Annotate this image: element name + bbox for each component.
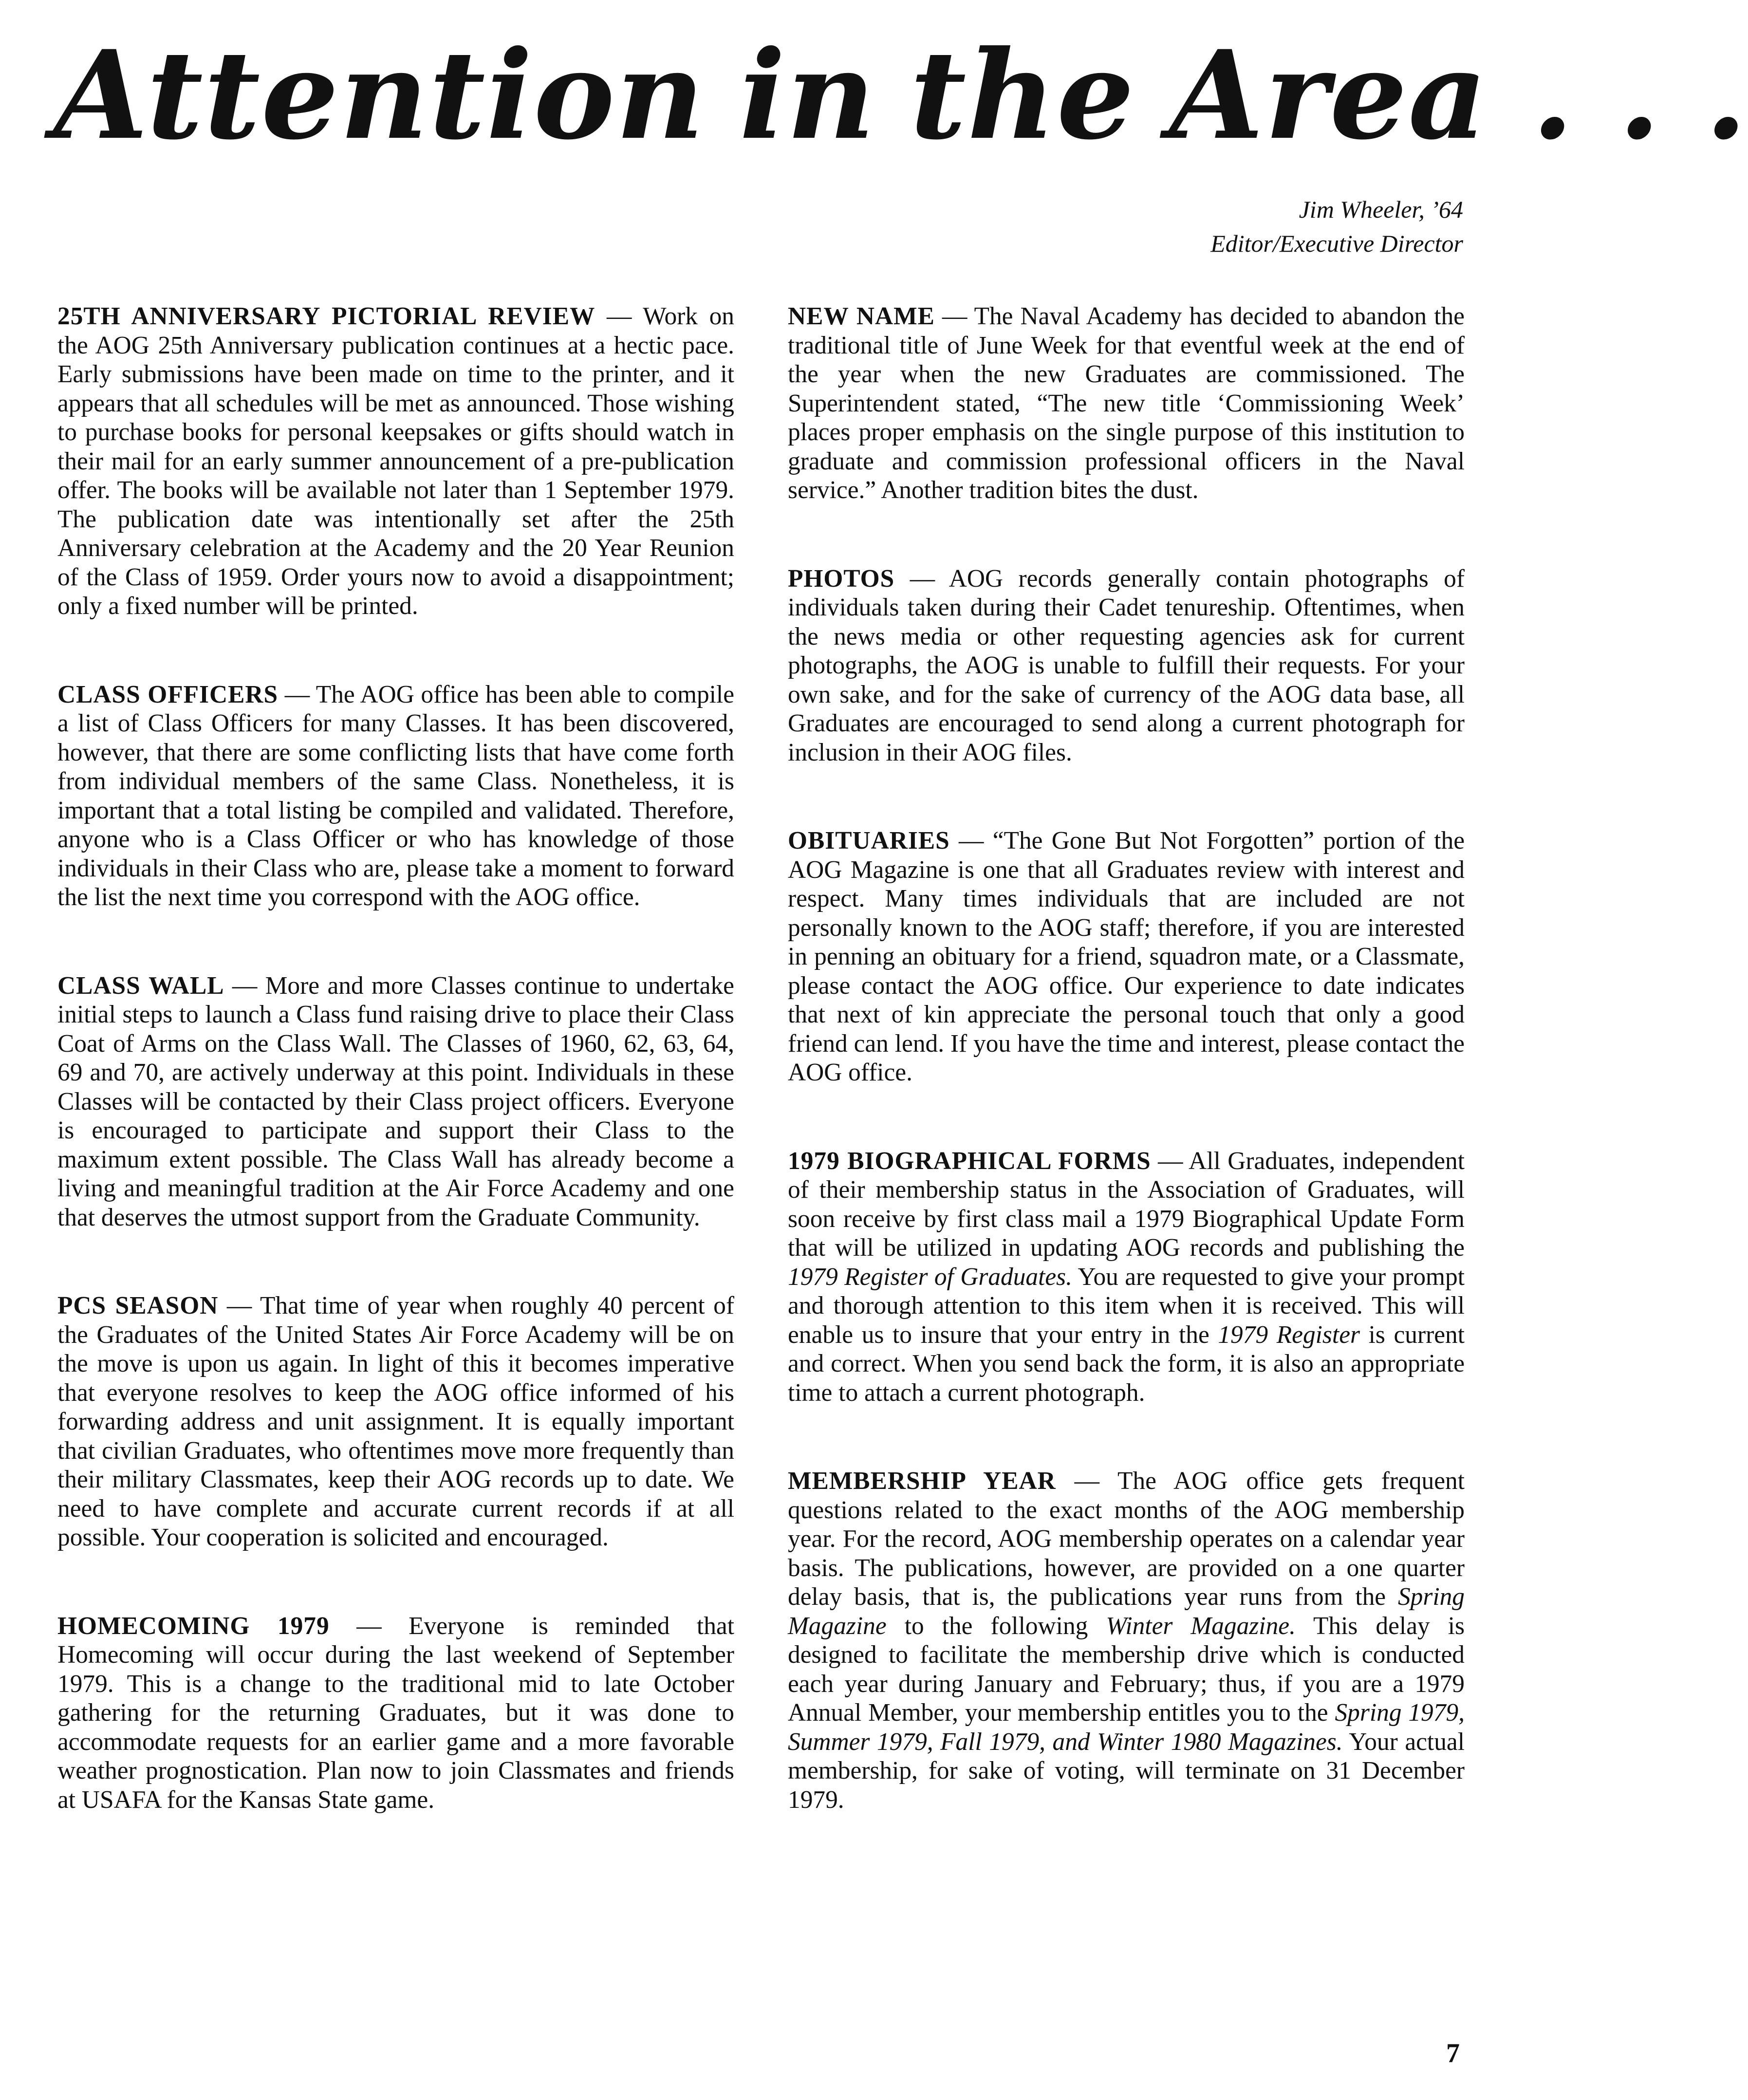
article-body: — That time of year when roughly 40 percent of the Graduates of the United States Air Force Academy will be on the move is upon us again. In light of this it becomes imperative that everyone resolves to keep the AOG office informed of his forwarding address and unit assignment. It is equally important that civilian Graduates, who oftentimes move more frequently than their military Classmates, keep their AOG records up to date. We need to have complete and accurate current records if at all possible. Your cooperation is solicited and encouraged. bbox=[57, 1292, 734, 1551]
article-heading: HOMECOMING 1979 bbox=[57, 1612, 330, 1640]
article-obituaries bbox=[788, 826, 1465, 1087]
byline bbox=[1210, 192, 1463, 260]
article-heading: NEW NAME bbox=[788, 302, 935, 330]
page-title-word: Area . . . bbox=[1169, 23, 1748, 167]
article-anniversary-review bbox=[57, 302, 734, 621]
article-heading: 1979 BIOGRAPHICAL FORMS bbox=[788, 1147, 1151, 1175]
article-body: — More and more Classes continue to undertake initial steps to launch a Class fund raising drive to place their Class Coat of Arms on the Class Wall. The Classes of 1960, 62, 63, 64, 69 and 70, are actively underway at this point. Individuals in these Classes will be contacted by their Class project officers. Everyone is encouraged to participate and support their Class to the maximum extent possible. The Class Wall has already become a living and meaningful tradition at the Air Force Academy and one that deserves the utmost support from the Graduate Community. bbox=[57, 971, 734, 1231]
article-body: You are requested to give your prompt and thorough attention to this item when it is received. This will enable us to insure that your entry in the bbox=[788, 1263, 1465, 1349]
article-heading: CLASS WALL bbox=[57, 971, 224, 1000]
publication-title: Spring Magazine bbox=[788, 1583, 1465, 1640]
article-biographical-forms bbox=[788, 1147, 1465, 1408]
publication-title: 1979 Register bbox=[1218, 1320, 1360, 1349]
author-name: Jim Wheeler, ’64 bbox=[1299, 196, 1463, 223]
article-body: Your actual membership, for sake of voting, will terminate on 31 December 1979. bbox=[788, 1728, 1465, 1814]
author-role: Editor/Executive Director bbox=[1210, 230, 1463, 257]
article-membership-year bbox=[788, 1467, 1465, 1814]
article-body: — Work on the AOG 25th Anniversary publication continues at a hectic pace. Early submissions have been made on time to the printer, and it appears that all schedules will be met as announced. Those wishing to purchase books for personal keepsakes or gifts should watch in their mail for an early summer announcement of a pre-publication offer. The books will be available not later than 1 September 1979. The publication date was intentionally set after the 25th Anniversary celebration at the Academy and the 20 Year Reunion of the Class of 1959. Order yours now to avoid a disappointment; only a fixed number will be printed. bbox=[57, 302, 734, 620]
page-title-word: in bbox=[739, 23, 876, 167]
page-title-word: Attention bbox=[54, 23, 706, 167]
article-body: to the following bbox=[886, 1612, 1106, 1640]
article-heading: 25TH ANNIVERSARY PICTORIAL REVIEW bbox=[57, 302, 595, 330]
left-column bbox=[57, 302, 734, 1814]
article-body: — The AOG office gets frequent questions related to the exact months of the AOG membership year. For the record, AOG membership operates on a calendar year basis. The publications, however, are provided on a one quarter delay basis, that is, the publications year runs from the bbox=[788, 1467, 1465, 1611]
article-body: — AOG records generally contain photographs of individuals taken during their Cadet tenureship. Oftentimes, when the news media or other requesting agencies ask for current photographs, the AOG is unable to fulfill their requests. For your own sake, and for the sake of currency of the AOG data base, all Graduates are encouraged to send along a current photograph for inclusion in their AOG files. bbox=[788, 564, 1465, 766]
article-new-name bbox=[788, 302, 1465, 505]
article-body: — The AOG office has been able to compile a list of Class Officers for many Classes. It has been discovered, however, that there are some conflicting lists that have come forth from individual members of the same Class. Nonetheless, it is important that a total listing be compiled and validated. Therefore, anyone who is a Class Officer or who has knowledge of those individuals in their Class who are, please take a moment to forward the list the next time you correspond with the AOG office. bbox=[57, 680, 735, 911]
article-body: — The Naval Academy has decided to abandon the traditional title of June Week for that eventful week at the end of the year when the new Graduates are commissioned. The Superintendent stated, “The new title ‘Commissioning Week’ places proper emphasis on the single purpose of this institution to graduate and commission professional officers in the Naval service.” Another tradition bites the dust. bbox=[788, 302, 1465, 504]
publication-title: 1979 Register of Graduates. bbox=[788, 1263, 1073, 1291]
right-column bbox=[788, 302, 1465, 1814]
page-title-word: the bbox=[910, 23, 1135, 167]
article-body: is current and correct. When you send back the form, it is also an appropriate time to attach a current photograph. bbox=[788, 1320, 1465, 1407]
article-pcs-season bbox=[57, 1291, 734, 1552]
article-body: — Everyone is reminded that Homecoming will occur during the last weekend of September 1979. This is a change to the traditional mid to late October gathering for the returning Graduates, but it was done to accommodate requests for an earlier game and a more favorable weather prognostication. Plan now to join Classmates and friends at USAFA for the Kansas State game. bbox=[57, 1612, 734, 1814]
page-number: 7 bbox=[1446, 2038, 1460, 2068]
article-photos bbox=[788, 564, 1465, 767]
article-class-wall bbox=[57, 971, 734, 1232]
publication-title: Winter Magazine. bbox=[1106, 1612, 1296, 1640]
article-heading: PCS SEASON bbox=[57, 1292, 219, 1319]
publication-title: Spring 1979, Summer 1979, Fall 1979, and Winter 1980 Magazines. bbox=[788, 1699, 1465, 1756]
article-body: — All Graduates, independent of their membership status in the Association of Graduates, will soon receive by first class mail a 1979 Biographical Update Form that will be utilized in updating AOG records and publishing the bbox=[788, 1147, 1465, 1262]
article-class-officers bbox=[57, 680, 734, 912]
article-body: — “The Gone But Not Forgotten” portion of the AOG Magazine is one that all Graduates review with interest and respect. Many times individuals that are included are not personally known to the AOG staff; therefore, if you are interested in penning an obituary for a friend, squadron mate, or a Classmate, please contact the AOG office. Our experience to date indicates that next of kin appreciate the personal touch that only a good friend can lend. If you have the time and interest, please contact the AOG office. bbox=[788, 827, 1465, 1086]
article-heading: CLASS OFFICERS bbox=[57, 680, 279, 708]
article-heading: MEMBERSHIP YEAR bbox=[788, 1467, 1056, 1495]
article-heading: PHOTOS bbox=[788, 564, 895, 593]
article-body: This delay is designed to facilitate the membership drive which is conducted each year during January and February; thus, if you are a 1979 Annual Member, your membership entitles you to the bbox=[788, 1612, 1465, 1727]
article-homecoming bbox=[57, 1612, 734, 1815]
article-heading: OBITUARIES bbox=[788, 827, 950, 855]
page-title bbox=[54, 23, 1748, 167]
